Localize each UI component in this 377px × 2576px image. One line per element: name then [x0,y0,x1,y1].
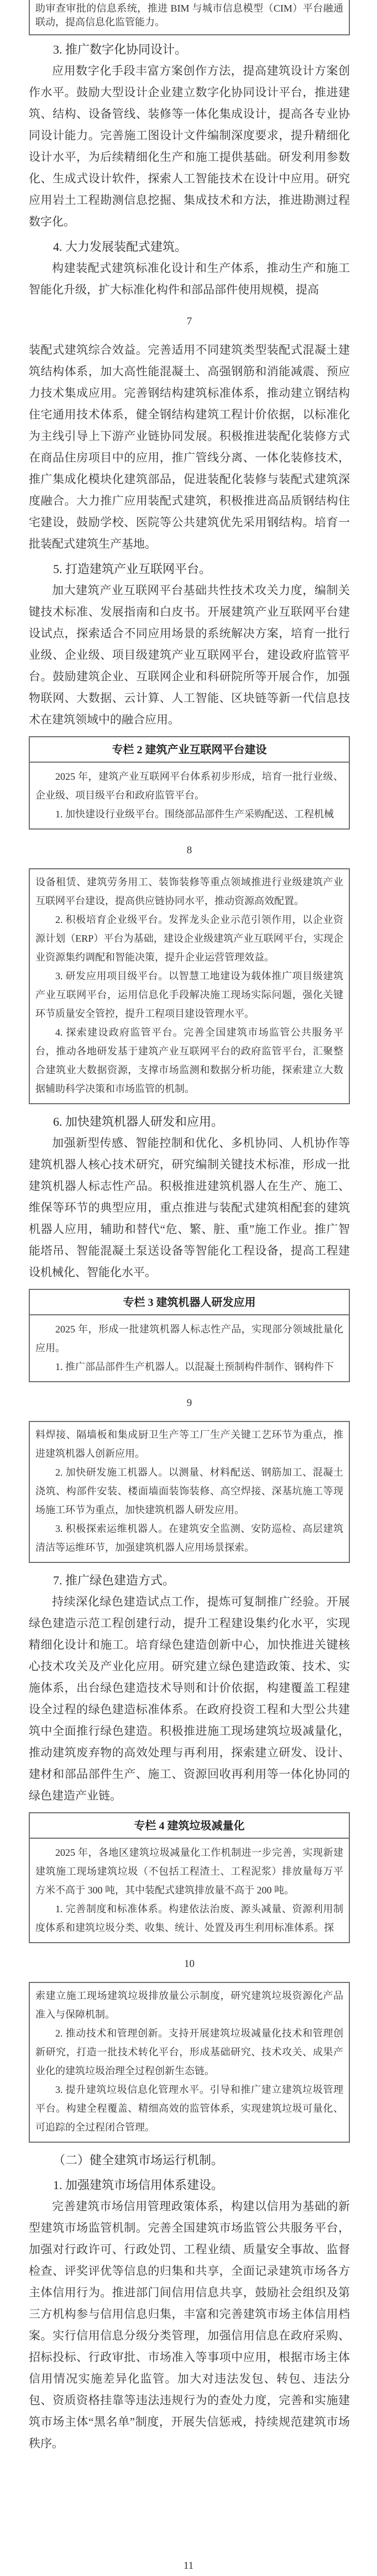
box-title: 专栏 4 建筑垃圾减量化 [30,1813,349,1839]
column-box [29,0,350,35]
page-number: 11 [183,2560,194,2572]
column-box [29,1982,350,2143]
column-box [29,1289,350,1382]
section-heading: 1. 加强建筑市场信用体系建设。 [53,2178,224,2192]
section-heading: （二）健全建筑市场运行机制。 [53,2153,224,2167]
box-paragraph: 料焊接、隔墙板和集成厨卫生产等工厂生产关键工艺环节为重点，推进建筑机器人创新应用。 [35,1429,343,1459]
section-heading: 6. 加快建筑机器人研发和应用。 [53,1115,224,1129]
box-paragraph: 2025 年，各地区建筑垃圾减量化工作机制进一步完善，实现新建建筑施工现场建筑垃圾（不包括工程渣土、工程泥浆）排放量每万平方米不高于 300 吨，其中装配式建筑排放量不高于 200 吨。 [35,1847,343,1896]
box-title: 专栏 2 建筑产业互联网平台建设 [30,737,349,763]
page-number: 10 [184,1958,195,1970]
body-paragraph: 持续深化绿色建造试点工作，提炼可复制推广经验。开展绿色建造示范工程创建行动，提升工程建设集约化水平，实现精细化设计和施工。培育绿色建造创新中心，加快推进关键核心技术攻关及产业化应用。研究建立绿色建造政策、技术、实施体系，出台绿色建造技术导则和计价依据，构建覆盖工程建设全过程的绿色建造标准体系。在政府投资工程和大型公共建筑中全面推行绿色建造。积极推进施工现场建筑垃圾减量化，推动建筑废弃物的高效处理与再利用，探索建立研发、设计、建材和部品部件生产、施工、资源回收再利用等一体化协同的绿色建造产业链。 [29,1595,350,1802]
box-paragraph: 设备租赁、建筑劳务用工、装饰装修等重点领域推进行业级建筑产业互联网平台建设，提高供应链协同水平，推动资源高效配置。 [35,877,343,906]
section-heading: 7. 推广绿色建造方式。 [53,1573,175,1587]
body-paragraph: 加大建筑产业互联网平台基础共性技术攻关力度，编制关键技术标准、发展指南和白皮书。开展建筑产业互联网平台建设试点，探索适合不同应用场景的系统解决方案，培育一批行业级、企业级、项目级建筑产业互联网平台，建设政府监管平台。鼓励建筑企业、互联网企业和科研院所等开展合作，加强物联网、大数据、云计算、人工智能、区块链等新一代信息技术在建筑领域中的融合应用。 [29,584,350,726]
box-title: 专栏 3 建筑机器人研发应用 [30,1290,349,1315]
body-paragraph: 构建装配式建筑标准化设计和生产体系，推动生产和施工智能化升级，扩大标准化构件和部品部件使用规模，提高 [29,261,350,296]
page-number: 7 [186,316,192,327]
page-number: 8 [186,844,192,856]
column-box [29,868,350,1104]
box-paragraph: 1. 完善制度和标准体系。构建依法治废、源头减量、资源利用制度体系和建筑垃圾分类、收集、统计、处置及再生利用标准体系。探 [35,1903,343,1933]
body-paragraph: 应用数字化手段丰富方案创作方法，提高建筑设计方案创作水平。鼓励大型设计企业建立数字化协同设计平台，推进建筑、结构、设备管线、装修等一体化集成设计，提高各专业协同设计能力。完善施工图设计文件编制深度要求，提升精细化设计水平，为后续精细化生产和施工提供基础。研发利用参数化、生成式设计软件，探索人工智能技术在设计中应用。研究应用岩土工程勘测信息挖掘、集成技术和方法，推进勘测过程数字化。 [29,64,350,228]
box-paragraph: 2025 年，形成一批建筑机器人标志性产品，实现部分领域批量化应用。 [35,1324,343,1353]
column-box [29,1812,350,1943]
column-box [29,736,350,830]
section-heading: 3. 推广数字化协同设计。 [53,43,187,56]
box-paragraph: 索建立施工现场建筑垃圾排放量公示制度，研究建筑垃圾资源化产品准入与保障机制。 [35,1990,343,2020]
section-heading: 5. 打造建筑产业互联网平台。 [53,562,212,576]
box-paragraph: 3. 提升建筑垃圾信息化管理水平。引导和推广建立建筑垃圾管理平台。构建全程覆盖、精细高效的监管体系，实现建筑垃圾可量化、可追踪的全过程闭合管理。 [35,2084,343,2133]
box-paragraph: 2. 推动技术和管理创新。支持开展建筑垃圾减量化技术和管理创新研究，打造一批技术转化平台，形成基础研究、技术攻关、成果产业化的建筑垃圾治理全过程创新生态链。 [35,2028,343,2076]
box-paragraph: 助审查审批的信息系统，推进 BIM 与城市信息模型（CIM）平台融通联动，提高信息化监管能力。 [35,3,343,28]
column-box [29,1421,350,1563]
box-paragraph: 4. 探索建设政府监管平台。完善全国建筑市场监管公共服务平台，推动各地研发基于建筑产业互联网平台的政府监管平台，汇聚整合建筑业大数据资源，支撑市场监测和数据分析功能，探索建立大数据辅助科学决策和市场监管的机制。 [35,1027,343,1094]
body-paragraph: 加强新型传感、智能控制和优化、多机协同、人机协作等建筑机器人核心技术研究，研究编制关键技术标准，形成一批建筑机器人标志性产品。积极推进建筑机器人在生产、施工、维保等环节的典型应用，重点推进与装配式建筑相配套的建筑机器人应用，辅助和替代“危、繁、脏、重”施工作业。推广智能塔吊、智能混凝土泵送设备等智能化工程设备，提高工程建设机械化、智能化水平。 [29,1136,350,1279]
section-heading: 4. 大力发展装配式建筑。 [53,240,187,254]
body-paragraph: 装配式建筑综合效益。完善适用不同建筑类型装配式混凝土建筑结构体系，加大高性能混凝土、高强钢筋和消能减震、预应力技术集成应用。完善钢结构建筑标准体系，推动建立钢结构住宅通用技术体系，健全钢结构建筑工程计价依据，以标准化为主线引导上下游产业链协同发展。积极推进装配化装修方式在商品住房项目中的应用，推广管线分离、一体化装修技术，推广集成化模块化建筑部品，促进装配化装修与装配式建筑深度融合。大力推广应用装配式建筑，积极推进高品质钢结构住宅建设，鼓励学校、医院等公共建筑优先采用钢结构。培育一批装配式建筑生产基地。 [29,343,350,550]
body-paragraph: 完善建筑市场信用管理政策体系，构建以信用为基础的新型建筑市场监管机制。完善全国建筑市场监管公共服务平台，加强对行政许可、行政处罚、工程业绩、质量安全事故、监督检查、评奖评优等信息的归集和共享，全面记录建筑市场各方主体信用行为。推进部门间信用信息共享，鼓励社会组织及第三方机构参与信用信息归集，丰富和完善建筑市场主体信用档案。实行信用信息分级分类管理，加强信用信息在政府采购、招标投标、行政审批、市场准入等事项中应用，根据市场主体信用情况实施差异化监管。加大对违法发包、转包、违法分包、资质资格挂靠等违法违规行为的查处力度，完善和实施建筑市场主体“黑名单”制度，开展失信惩戒，持续规范建筑市场秩序。 [29,2200,350,2450]
box-paragraph: 2. 加快研发施工机器人。以测量、材料配送、钢筋加工、混凝土浇筑、构部件安装、楼面墙面装饰装修、高空焊接、深基坑施工等现场施工环节为重点，加快建筑机器人研发应用。 [35,1467,343,1515]
box-paragraph: 2025 年，建筑产业互联网平台体系初步形成，培育一批行业级、企业级、项目级平台和政府监管平台。 [35,771,343,801]
page-number: 9 [186,1397,192,1409]
box-paragraph: 3. 积极探索运维机器人。在建筑安全监测、安防巡检、高层建筑清洁等运维环节，加强建筑机器人应用场景探索。 [35,1523,343,1553]
box-paragraph: 2. 积极培育企业级平台。发挥龙头企业示范引领作用，以企业资源计划（ERP）平台为基础，建设企业级建筑产业互联网平台，实现企业资源集约调配和智能决策，提升企业运营管理效益。 [35,914,343,963]
box-paragraph: 3. 研发应用项目级平台。以智慧工地建设为载体推广项目级建筑产业互联网平台，运用信息化手段解决施工现场实际问题，强化关键环节质量安全管控，提升工程项目建设管理水平。 [35,970,343,1019]
box-paragraph: 1. 推广部品部件生产机器人。以混凝土预制构件制作、钢构件下 [55,1361,334,1372]
box-paragraph: 1. 加快建设行业级平台。围绕部品部件生产采购配送、工程机械 [55,809,334,820]
